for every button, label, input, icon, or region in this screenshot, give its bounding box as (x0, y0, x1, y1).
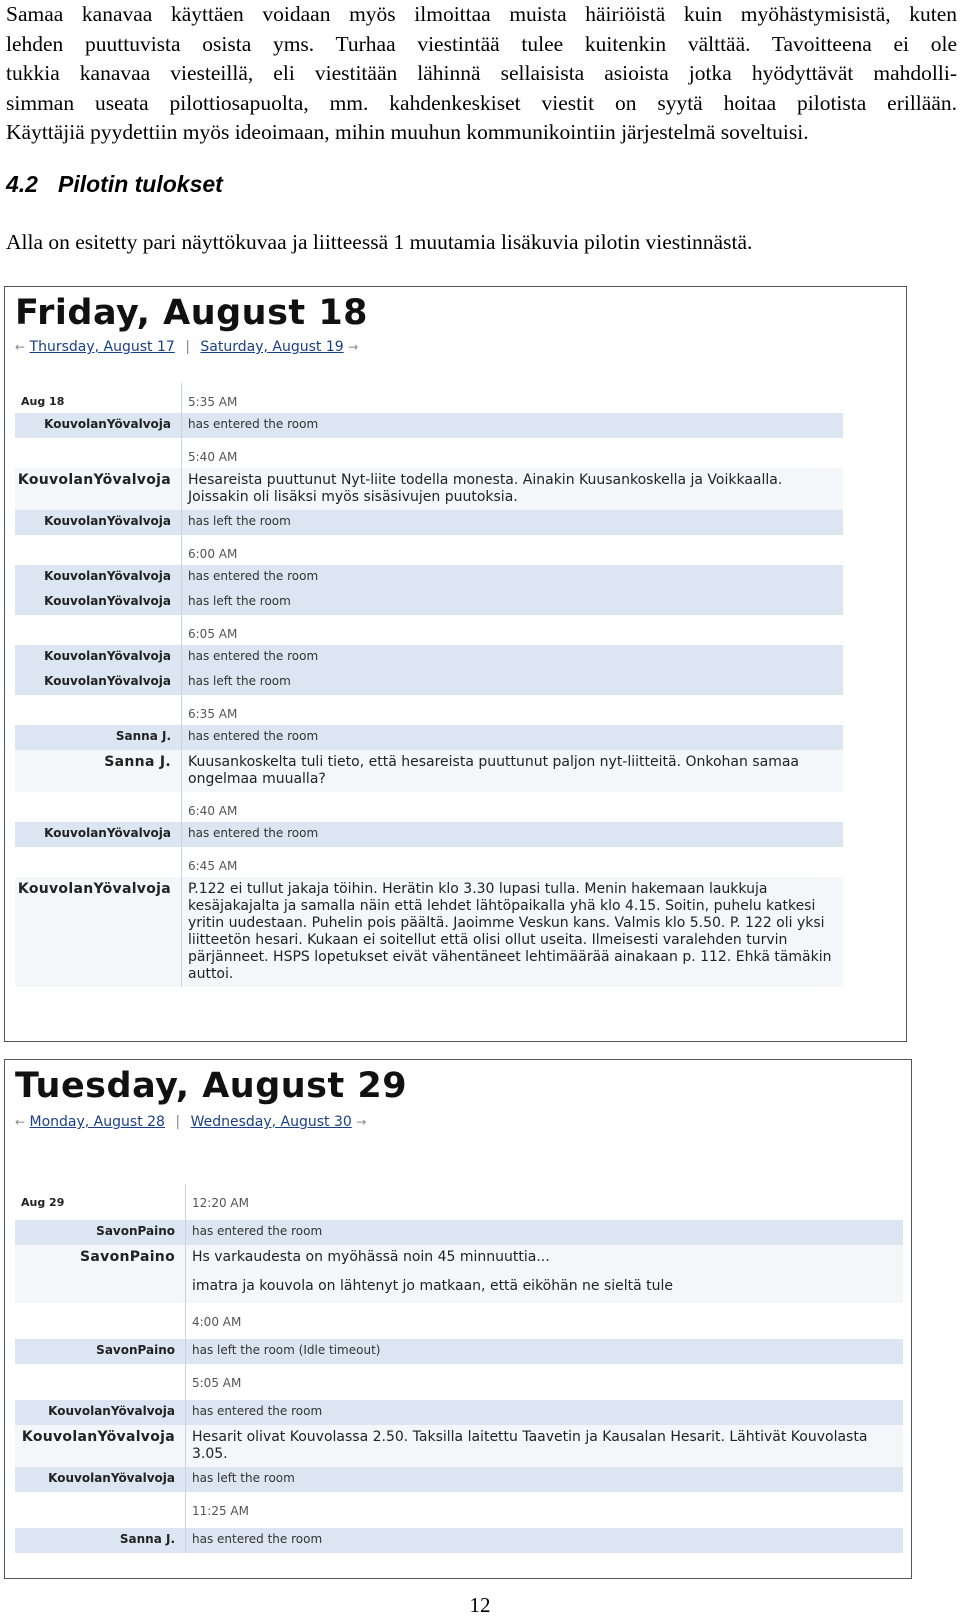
message-row (15, 1425, 903, 1467)
nav-separator: | (175, 1114, 181, 1130)
message-text: Hesareista puuttunut Nyt-liite todella monesta. Ainakin Kuusankoskella ja Voikkaalla. Joissakin oli lisäksi myös sisäsivujen puutoksia. (181, 468, 843, 510)
username: KouvolanYövalvoja (17, 472, 171, 488)
event-text: has left the room (181, 670, 843, 695)
event-text: has entered the room (185, 1400, 903, 1425)
username: SavonPaino (15, 1220, 185, 1245)
time-spacer (15, 1303, 185, 1339)
event-row (15, 645, 843, 670)
timestamp: 4:00 AM (185, 1303, 903, 1339)
time-row (15, 1184, 903, 1220)
date-label: Aug 29 (21, 1196, 65, 1209)
username: SavonPaino (80, 1249, 175, 1265)
event-text: has entered the room (181, 565, 843, 590)
event-row (15, 822, 843, 847)
time-spacer (15, 615, 181, 645)
event-text: has left the room (185, 1467, 903, 1492)
text-line: Alla on esitetty pari näyttökuvaa ja liitteessä 1 muutamia lisäkuvia pilotin viestinnästä. (6, 230, 753, 254)
time-row (15, 1364, 903, 1400)
time-spacer (15, 792, 181, 822)
caption-paragraph (6, 228, 957, 258)
event-text: has entered the room (181, 822, 843, 847)
event-row (15, 1400, 903, 1425)
event-row (15, 1467, 903, 1492)
message-row (15, 750, 843, 792)
message-text: imatra ja kouvola on lähtenyt jo matkaan, että eiköhän ne sieltä tule (185, 1274, 903, 1303)
timestamp: 6:45 AM (181, 847, 843, 877)
message-text: P.122 ei tullut jakaja töihin. Herätin klo 3.30 lupasi tulla. Menin hakemaan laukkuja kesäjakajalta ja samalla näin että lehdet lähtöpaikalla yhä klo 4.15. Soitin, puhelu katkesi yritin uudestaan. Puhelin pois päältä. Jaoimme Veskun kans. Valmis klo 5.50. P. 122 oli yksi liitteetön hesari. Kukaan ei soitellut että olisi ollut useita. Ilmeisesti varalehden turvin pärjänneet. HSPS lopetukset eivät vähentäneet lehtimäärää ainakaan p. 112. Ehkä tämäkin auttoi. (181, 877, 843, 987)
time-spacer (15, 695, 181, 725)
username: KouvolanYövalvoja (17, 881, 171, 897)
next-day-link[interactable]: Wednesday, August 30 (190, 1114, 352, 1130)
time-row (15, 1492, 903, 1528)
event-row (15, 565, 843, 590)
event-row (15, 1339, 903, 1364)
event-row (15, 725, 843, 750)
message-row (15, 877, 843, 987)
next-day-link[interactable]: Saturday, August 19 (200, 339, 344, 355)
timestamp: 11:25 AM (185, 1492, 903, 1528)
section-title: Pilotin tulokset (57, 171, 223, 197)
timestamp: 6:00 AM (181, 535, 843, 565)
message-text: Hesarit olivat Kouvolassa 2.50. Taksilla laitettu Taavetin ja Kausalan Hesarit. Lähtivät Kouvolasta 3.05. (185, 1425, 903, 1467)
day-navigation (15, 1114, 366, 1130)
section-number: 4.2 (6, 171, 38, 197)
timestamp: 12:20 AM (185, 1184, 903, 1220)
username: Sanna J. (15, 1528, 185, 1553)
timestamp: 5:05 AM (185, 1364, 903, 1400)
username: KouvolanYövalvoja (15, 413, 181, 438)
time-spacer (15, 383, 181, 413)
time-row (15, 535, 843, 565)
username: KouvolanYövalvoja (15, 510, 181, 535)
time-row (15, 1303, 903, 1339)
username: Sanna J. (15, 725, 181, 750)
date-label: Aug 18 (21, 395, 65, 408)
text-line: lehden puuttuvista osista yms. Turhaa viestintää tulee kuitenkin välttää. Tavoitteena ei ole (6, 31, 957, 56)
event-text: has left the room (181, 590, 843, 615)
timestamp: 6:05 AM (181, 615, 843, 645)
username: KouvolanYövalvoja (15, 670, 181, 695)
message-text: Hs varkaudesta on myöhässä noin 45 minnuuttia... (185, 1245, 903, 1274)
message-row (15, 1245, 903, 1274)
time-row (15, 792, 843, 822)
event-text: has entered the room (185, 1220, 903, 1245)
nav-separator: | (185, 339, 190, 355)
text-line: Samaa kanavaa käyttäen voidaan myös ilmoittaa muista häiriöistä kuin myöhästymisistä, kuten (6, 2, 957, 26)
username: KouvolanYövalvoja (15, 1467, 185, 1492)
timestamp: 5:40 AM (181, 438, 843, 468)
time-row (15, 695, 843, 725)
time-spacer (15, 847, 181, 877)
username: KouvolanYövalvoja (15, 565, 181, 590)
chat-log (15, 383, 843, 987)
time-row (15, 438, 843, 468)
event-text: has left the room (181, 510, 843, 535)
username: KouvolanYövalvoja (15, 645, 181, 670)
event-row (15, 670, 843, 695)
username: KouvolanYövalvoja (21, 1429, 175, 1445)
prev-day-link[interactable]: Monday, August 28 (29, 1114, 165, 1130)
event-text: has entered the room (185, 1528, 903, 1553)
message-row (15, 1274, 903, 1303)
chat-log-screenshot-1 (4, 286, 907, 1042)
event-row (15, 510, 843, 535)
event-row (15, 1528, 903, 1553)
event-text: has entered the room (181, 645, 843, 670)
chat-log (15, 1184, 903, 1553)
event-text: has entered the room (181, 725, 843, 750)
section-heading (6, 171, 223, 198)
username: KouvolanYövalvoja (15, 1400, 185, 1425)
arrow-left-icon: ← (15, 340, 26, 354)
timestamp: 6:40 AM (181, 792, 843, 822)
time-spacer (15, 1364, 185, 1400)
username: KouvolanYövalvoja (15, 590, 181, 615)
text-line: tukkia kanavaa viesteillä, eli viestitään lähinnä sellaisista asioista jotka hyödyttävät mahdolli- (6, 61, 957, 85)
username (15, 1274, 185, 1303)
username: Sanna J. (104, 754, 171, 770)
message-row (15, 468, 843, 510)
timestamp: 5:35 AM (181, 383, 843, 413)
username: KouvolanYövalvoja (15, 822, 181, 847)
text-line: Käyttäjiä pyydettiin myös ideoimaan, mihin muuhun kommunikointiin järjestelmä soveltuisi. (6, 120, 809, 144)
message-text: Kuusankoskelta tuli tieto, että hesareista puuttunut paljon nyt-liitteitä. Onkohan samaa ongelmaa muualla? (181, 750, 843, 792)
arrow-left-icon: ← (15, 1115, 26, 1129)
text-line: simman useata pilottiosapuolta, mm. kahdenkeskiset viestit on syytä hoitaa pilotista erillään. (6, 90, 957, 115)
day-title: Tuesday, August 29 (15, 1066, 408, 1106)
prev-day-link[interactable]: Thursday, August 17 (29, 339, 175, 355)
event-row (15, 413, 843, 438)
day-title: Friday, August 18 (15, 293, 369, 333)
arrow-right-icon: → (348, 340, 359, 354)
event-text: has entered the room (181, 413, 843, 438)
intro-paragraph (6, 0, 957, 148)
event-text: has left the room (Idle timeout) (185, 1339, 903, 1364)
page-number: 12 (469, 1593, 491, 1617)
time-row (15, 615, 843, 645)
event-row (15, 590, 843, 615)
time-row (15, 847, 843, 877)
event-row (15, 1220, 903, 1245)
username: SavonPaino (15, 1339, 185, 1364)
chat-log-screenshot-2 (4, 1059, 912, 1579)
time-spacer (15, 438, 181, 468)
time-spacer (15, 535, 181, 565)
arrow-right-icon: → (356, 1115, 367, 1129)
time-spacer (15, 1184, 185, 1220)
day-navigation (15, 339, 358, 355)
timestamp: 6:35 AM (181, 695, 843, 725)
time-spacer (15, 1492, 185, 1528)
time-row (15, 383, 843, 413)
